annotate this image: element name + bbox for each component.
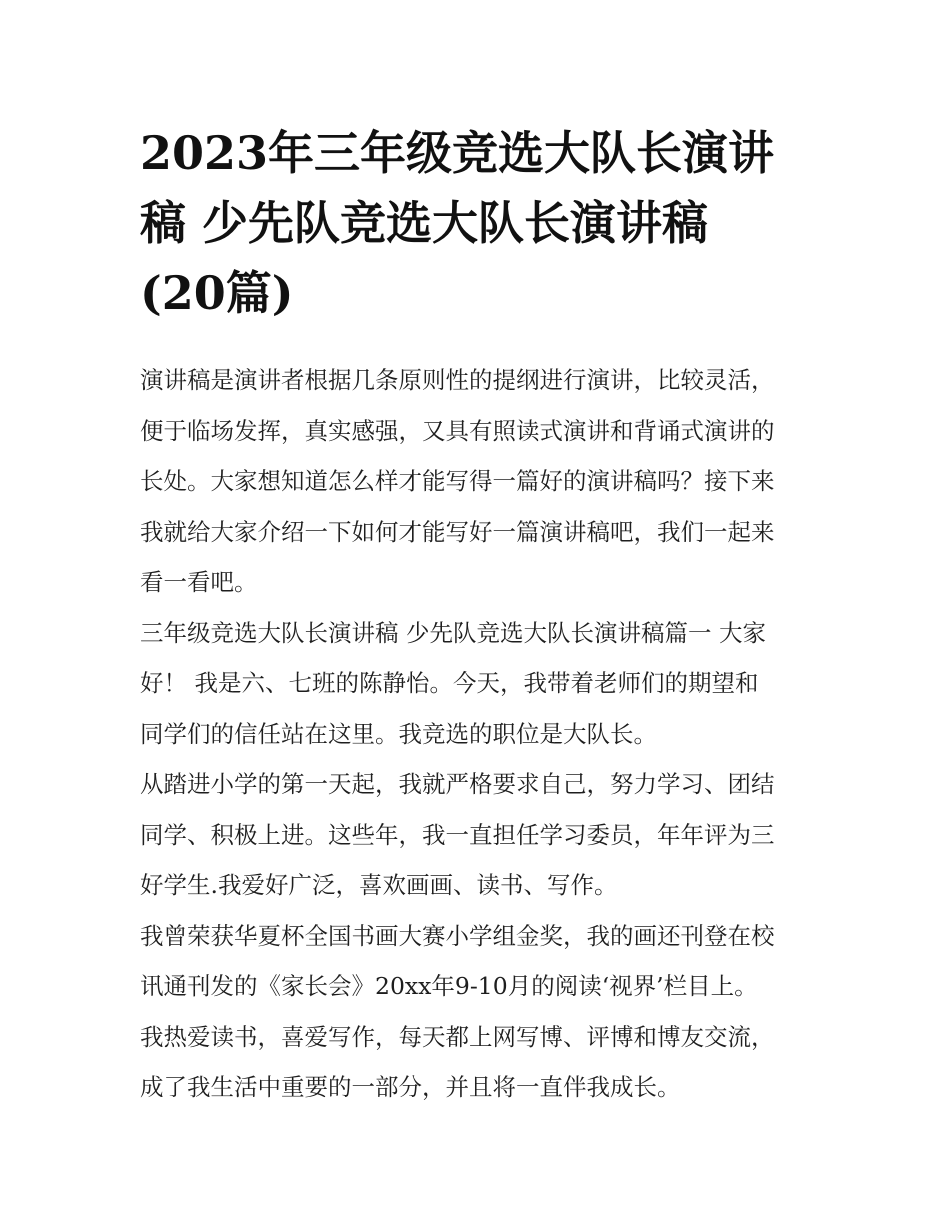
- body-line: 成了我生活中重要的一部分，并且将一直伴我成长。: [140, 1073, 681, 1101]
- body-line: 演讲稿是演讲者根据几条原则性的提纲进行演讲，比较灵活，: [140, 366, 775, 394]
- body-line: 我曾荣获华夏杯全国书画大赛小学组金奖，我的画还刊登在校: [140, 921, 775, 950]
- title-line: (20篇): [140, 266, 294, 320]
- document-title: [140, 118, 820, 328]
- title-line: 2023年三年级竞选大队长演讲: [140, 126, 775, 180]
- body-line: 看一看吧。: [140, 568, 258, 596]
- body-line: 从踏进小学的第一天起，我就严格要求自己，努力学习、团结: [140, 770, 775, 798]
- body-line: 好学生.我爱好广泛，喜欢画画、读书、写作。: [140, 871, 618, 899]
- body-line: 同学、积极上进。这些年，我一直担任学习委员，年年评为三: [140, 820, 775, 849]
- body-line: 好！ 我是六、七班的陈静怡。今天，我带着老师们的期望和: [140, 669, 759, 697]
- body-line: 便于临场发挥，真实感强，又具有照读式演讲和背诵式演讲的: [140, 416, 775, 445]
- body-line: 我就给大家介绍一下如何才能写好一篇演讲稿吧，我们一起来: [140, 517, 775, 546]
- document-body: [140, 355, 820, 1113]
- body-line: 长处。大家想知道怎么样才能写得一篇好的演讲稿吗？接下来: [140, 467, 775, 495]
- body-line: 同学们的信任站在这里。我竞选的职位是大队长。: [140, 719, 657, 748]
- body-line: 我热爱读书，喜爱写作，每天都上网写博、评博和博友交流，: [140, 1022, 775, 1051]
- title-line: 稿 少先队竞选大队长演讲稿: [140, 196, 709, 250]
- body-line: 讯通刊发的《家长会》20xx年9-10月的阅读‘视界’栏目上。: [140, 972, 758, 1000]
- body-line: 三年级竞选大队长演讲稿 少先队竞选大队长演讲稿篇一 大家: [140, 618, 766, 647]
